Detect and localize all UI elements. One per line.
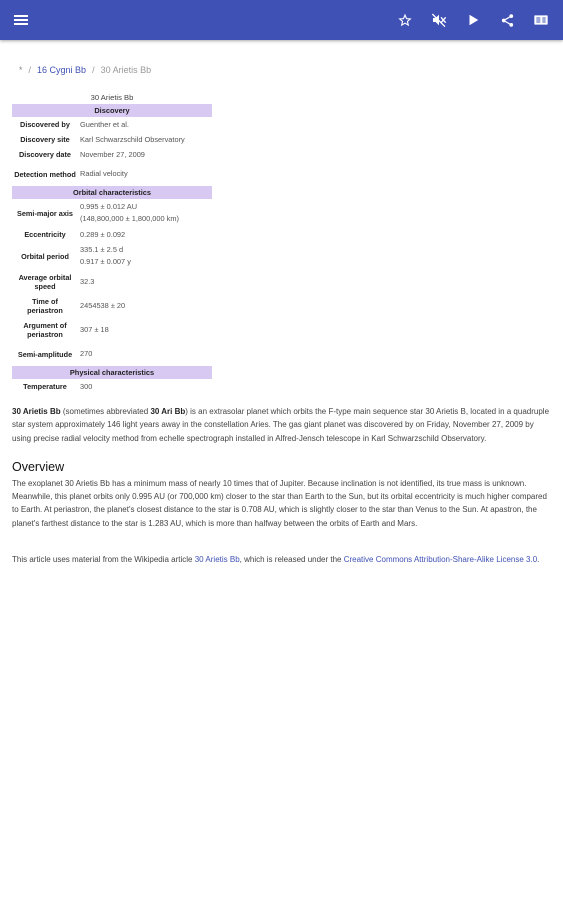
infobox-value-secondary: (148,800,000 ± 1,800,000 km) xyxy=(80,214,179,223)
article-body xyxy=(12,405,553,567)
infobox-section-discovery: Discovery xyxy=(12,104,212,117)
infobox-value: Guenther et al. xyxy=(80,119,129,129)
overview-heading: Overview xyxy=(12,460,65,475)
infobox-value: 32.3 xyxy=(80,277,95,286)
infobox-section-orbital: Orbital characteristics xyxy=(12,186,212,199)
infobox-caption: 30 Arietis Bb xyxy=(90,92,134,102)
star-icon[interactable] xyxy=(395,10,415,30)
infobox-value: 0.289 ± 0.092 xyxy=(80,229,126,239)
infobox-label: Discovered by xyxy=(20,120,70,129)
infobox-value: 307 ± 18 xyxy=(80,325,109,334)
infobox-label: Semi-amplitude xyxy=(17,349,73,359)
infobox-section-physical: Physical characteristics xyxy=(12,366,212,379)
breadcrumb: * / 16 Cygni Bb / 30 Arietis Bb xyxy=(19,65,152,75)
infobox-label: Semi-major axis xyxy=(17,208,73,218)
infobox-value: Karl Schwarzschild Observatory xyxy=(80,134,185,144)
menu-icon[interactable] xyxy=(13,12,29,28)
infobox-value: 335.1 ± 2.5 d xyxy=(80,245,124,254)
infobox-value: November 27, 2009 xyxy=(80,149,145,159)
intro-text: (sometimes abbreviated xyxy=(60,407,151,416)
attribution-paragraph xyxy=(12,553,553,566)
intro-paragraph xyxy=(12,405,553,445)
infobox-value: 0.995 ± 0.012 AU xyxy=(80,202,138,211)
wikipedia-article-link[interactable]: 30 Arietis Bb xyxy=(194,555,240,565)
infobox-value: Radial velocity xyxy=(80,169,128,178)
attribution-text: This article uses material from the Wikipedia article xyxy=(12,555,195,565)
infobox-value: 300 xyxy=(80,381,93,391)
article-subject-bold: 30 Arietis Bb xyxy=(12,407,61,416)
article-abbrev-bold: 30 Ari Bb xyxy=(150,407,186,416)
app-bar xyxy=(0,0,563,40)
attribution-text: . xyxy=(537,555,540,565)
breadcrumb-parent-link[interactable]: 16 Cygni Bb xyxy=(37,65,87,75)
mute-icon[interactable] xyxy=(429,10,449,30)
infobox-label: Time of periastron xyxy=(27,297,63,315)
breadcrumb-home[interactable]: * xyxy=(19,65,23,75)
infobox-label: Temperature xyxy=(23,382,67,391)
infobox-value: 270 xyxy=(80,349,93,358)
infobox-value: 2454538 ± 20 xyxy=(80,301,126,310)
infobox-label: Discovery date xyxy=(19,150,71,159)
infobox-label: Orbital period xyxy=(21,251,69,261)
license-link[interactable]: Creative Commons Attribution-Share-Alike License 3.0 xyxy=(343,555,538,565)
infobox-label: Eccentricity xyxy=(24,230,66,239)
infobox-label: Discovery site xyxy=(20,135,70,144)
intro-text: ) is an extrasolar planet which orbits the F-type main sequence star 30 Arietis B, located in a quadruple star system approximately 146 light years away in the constellation Aries. The gas giant planet was discovered by on Friday, November 27, 2009 by using precise radial velocity method from echelle spectrograph installed in Alfred-Jensch telescope in Karl Schwarzschild Observatory. xyxy=(12,407,550,443)
infobox xyxy=(12,90,212,394)
play-icon[interactable] xyxy=(463,10,483,30)
breadcrumb-current: 30 Arietis Bb xyxy=(100,65,152,75)
infobox-label: Detection method xyxy=(14,169,76,179)
infobox-value-secondary: 0.917 ± 0.007 y xyxy=(80,257,131,266)
overview-paragraph: The exoplanet 30 Arietis Bb has a minimum mass of nearly 10 times that of Jupiter. Because inclination is not identified, its true mass is unknown. Meanwhile, this planet orbits only 0.995 AU (or 700,000 km) closer to the star than Earth to the Sun, but its orbital eccentricity is much higher compared to Earth. At periastron, the planet's closest distance to the star is 0.708 AU, which is slightly closer to the star than Venus to the Sun. At apastron, the planet's farthest distance to the star is 1.283 AU, which is more than halfway between the orbits of Earth and Mars. xyxy=(12,478,547,528)
text-size-icon[interactable] xyxy=(531,10,551,30)
infobox-label: Average orbital speed xyxy=(18,273,72,291)
share-icon[interactable] xyxy=(497,10,517,30)
attribution-text: , which is released under the xyxy=(239,555,344,565)
infobox-label: Argument of periastron xyxy=(23,321,67,339)
